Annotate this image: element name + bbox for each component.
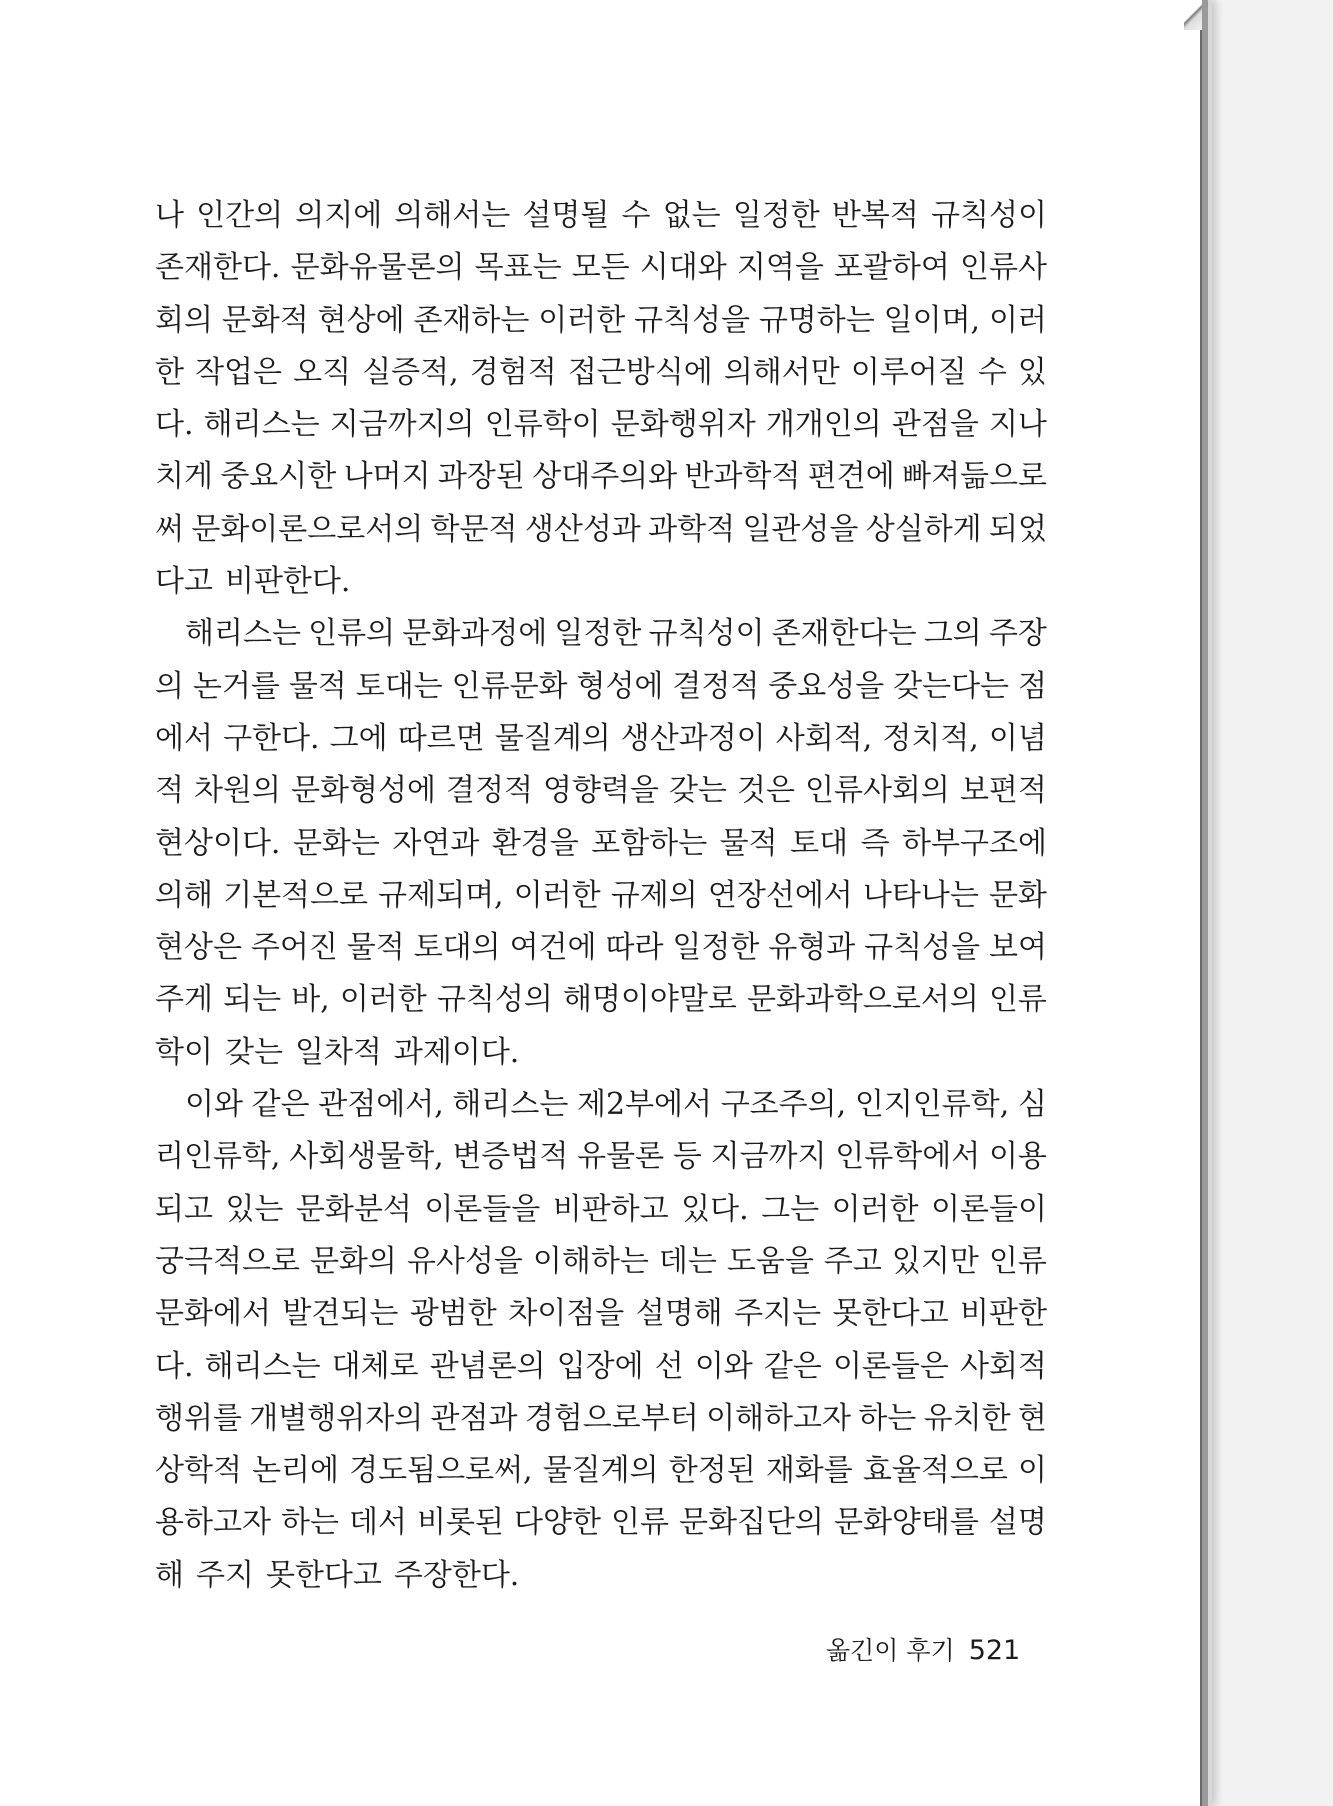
text-line: 회의 문화적 현상에 존재하는 이러한 규칙성을 규명하는 일이며, 이러	[155, 302, 1047, 338]
text-line: 용하고자 하는 데서 비롯된 다양한 인류 문화집단의 문화양태를 설명	[155, 1505, 1047, 1541]
paragraph	[155, 1079, 1047, 1602]
page-edge-curl	[1184, 0, 1202, 30]
page-footer	[826, 1631, 1020, 1667]
body-text	[155, 190, 1047, 1602]
text-line: 한 작업은 오직 실증적, 경험적 접근방식에 의해서만 이루어질 수 있	[155, 354, 1047, 390]
text-line: 나 인간의 의지에 의해서는 설명될 수 없는 일정한 반복적 규칙성이	[155, 198, 1047, 233]
text-line: 행위를 개별행위자의 관점과 경험으로부터 이해하고자 하는 유치한 현	[155, 1400, 1047, 1436]
text-line: 리인류학, 사회생물학, 변증법적 유물론 등 지금까지 인류학에서 이용	[155, 1139, 1047, 1175]
text-line: 현상은 주어진 물적 토대의 여건에 따라 일정한 유형과 규칙성을 보여	[155, 930, 1047, 966]
text-line: 의해 기본적으로 규제되며, 이러한 규제의 연장선에서 나타나는 문화	[155, 877, 1047, 913]
text-line: 현상이다. 문화는 자연과 환경을 포함하는 물적 토대 즉 하부구조에	[155, 825, 1047, 861]
text-line: 궁극적으로 문화의 유사성을 이해하는 데는 도움을 주고 있지만 인류	[155, 1243, 1047, 1279]
text-line: 의 논거를 물적 토대는 인류문화 형성에 결정적 중요성을 갖는다는 점	[155, 668, 1047, 704]
text-line: 적 차원의 문화형성에 결정적 영향력을 갖는 것은 인류사회의 보편적	[155, 773, 1047, 809]
text-line: 상학적 논리에 경도됨으로써, 물질계의 한정된 재화를 효율적으로 이	[155, 1453, 1047, 1489]
paragraph	[155, 190, 1047, 608]
text-line: 되고 있는 문화분석 이론들을 비판하고 있다. 그는 이러한 이론들이	[155, 1191, 1047, 1227]
text-line: 다. 해리스는 대체로 관념론의 입장에 선 이와 같은 이론들은 사회적	[155, 1348, 1047, 1384]
text-line: 존재한다. 문화유물론의 목표는 모든 시대와 지역을 포괄하여 인류사	[155, 250, 1047, 286]
text-line: 학이 갖는 일차적 과제이다.	[155, 1034, 520, 1070]
text-line: 해 주지 못한다고 주장한다.	[155, 1557, 520, 1593]
text-line: 다고 비판한다.	[155, 564, 351, 600]
text-line: 이와 같은 관점에서, 해리스는 제2부에서 구조주의, 인지인류학, 심	[185, 1087, 1047, 1123]
text-line: 에서 구한다. 그에 따르면 물질계의 생산과정이 사회적, 정치적, 이념	[155, 720, 1047, 756]
text-line: 치게 중요시한 나머지 과장된 상대주의와 반과학적 편견에 빠져듦으로	[155, 459, 1047, 495]
page-number: 521	[968, 1635, 1021, 1666]
text-line: 다. 해리스는 지금까지의 인류학이 문화행위자 개개인의 관점을 지나	[155, 407, 1047, 443]
paragraph	[155, 608, 1047, 1079]
text-line: 해리스는 인류의 문화과정에 일정한 규칙성이 존재한다는 그의 주장	[185, 616, 1047, 652]
text-line: 주게 되는 바, 이러한 규칙성의 해명이야말로 문화과학으로서의 인류	[155, 982, 1047, 1018]
text-line: 써 문화이론으로서의 학문적 생산성과 과학적 일관성을 상실하게 되었	[155, 511, 1047, 547]
running-footer-title: 옮긴이 후기	[826, 1636, 955, 1665]
text-line: 문화에서 발견되는 광범한 차이점을 설명해 주지는 못한다고 비판한	[155, 1296, 1047, 1332]
